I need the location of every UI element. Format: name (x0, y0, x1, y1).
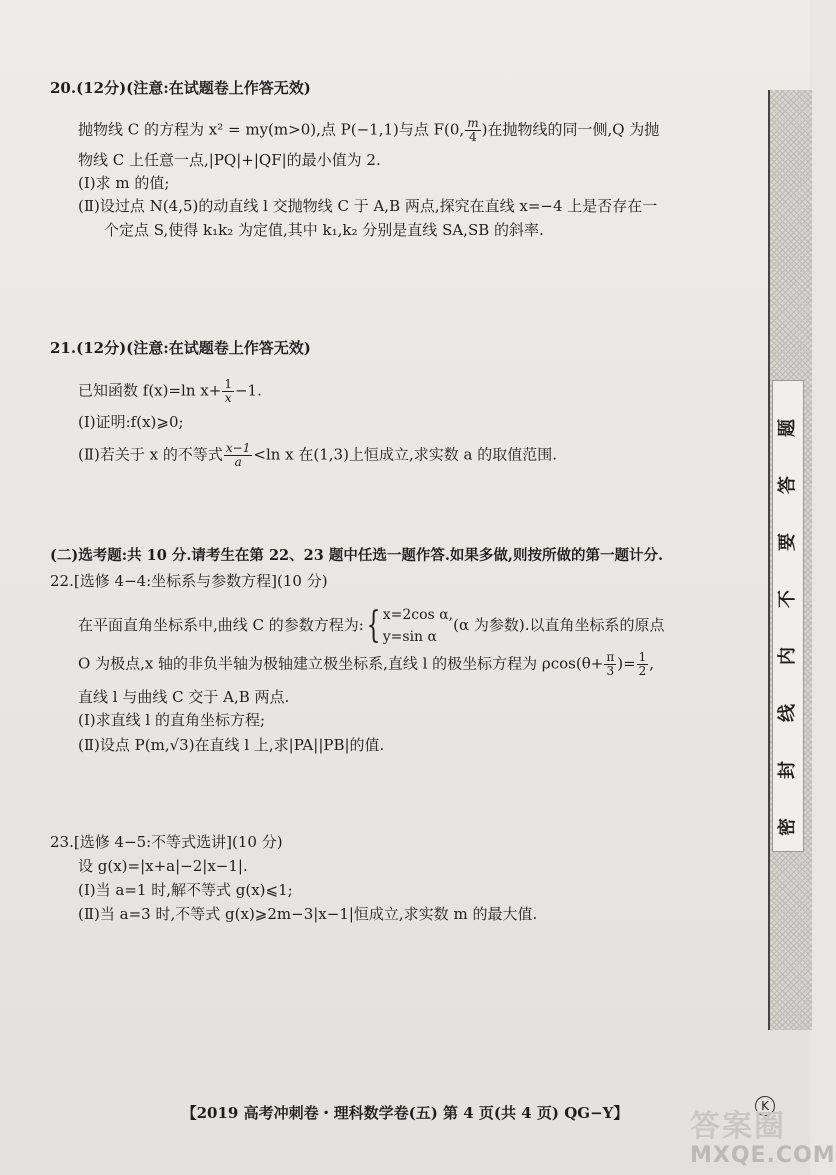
k-circle-mark: K (755, 1096, 775, 1116)
q22-fraca-num: π (606, 650, 615, 664)
q22-line-2b: )= (617, 654, 636, 673)
q21-part-2a: (Ⅱ)若关于 x 的不等式 (78, 445, 223, 464)
q22-fraction-pi3 (604, 651, 616, 678)
q22-line-2c: , (649, 654, 655, 673)
q22-fracb-den: 2 (638, 664, 647, 678)
q20-line-1 (78, 117, 659, 144)
q22-line-1a: 在平面直角坐标系中,曲线 C 的参数方程为: (78, 616, 364, 634)
q20-line-1a: 抛物线 C 的方程为 x² = my(m>0),点 P(−1,1)与点 F(0, (78, 120, 465, 139)
q22-line-1b: (α 为参数).以直角坐标系的原点 (453, 616, 665, 634)
q21-fraction-1 (222, 378, 234, 405)
seal-char-1: 密 (777, 818, 798, 836)
seal-char-8: 题 (777, 419, 798, 437)
q22-param-x: x=2cos α, (382, 607, 454, 623)
section-2-instruction: (二)选考题:共 10 分.请考生在第 22、23 题中任选一题作答.如果多做,则按所做的第一题计分. (50, 547, 663, 564)
q21-line-1 (78, 378, 262, 405)
q22-line-3: 直线 l 与曲线 C 交于 A,B 两点. (78, 688, 290, 706)
seal-char-3: 线 (777, 704, 798, 722)
q21-line-1b: −1. (234, 381, 262, 400)
q21-frac2-num: x−1 (225, 441, 251, 455)
q22-fraca-den: 3 (606, 664, 615, 678)
page-footer: 【2019 高考冲刺卷・理科数学卷(五) 第 4 页(共 4 页) QG−Y】 (181, 1104, 629, 1122)
q20-part-2: (Ⅱ)设过点 N(4,5)的动直线 l 交抛物线 C 于 A,B 两点,探究在直线 x=−4 上是否存在一 (78, 197, 658, 215)
q20-part-1: (Ⅰ)求 m 的值; (78, 174, 170, 192)
q21-frac1-den: x (224, 391, 232, 405)
q22-param-y: y=sin α (382, 629, 437, 645)
seal-char-2: 封 (777, 761, 798, 779)
q22-line-1 (78, 604, 664, 648)
q22-brace: { (366, 605, 381, 646)
q20-fraction (465, 117, 480, 144)
q22-line-2a: O 为极点,x 轴的非负半轴为极轴建立极坐标系,直线 l 的极坐标方程为 ρcos(θ+ (78, 654, 604, 673)
q22-heading: 22.[选修 4−4:坐标系与参数方程](10 分) (50, 572, 328, 590)
q22-line-2 (78, 651, 654, 678)
seal-line-box (772, 380, 804, 852)
seal-char-6: 要 (777, 533, 798, 551)
q23-line-1: 设 g(x)=|x+a|−2|x−1|. (78, 857, 248, 875)
watermark (690, 1110, 836, 1168)
q23-part-2: (Ⅱ)当 a=3 时,不等式 g(x)⩾2m−3|x−1|恒成立,求实数 m 的最大值. (78, 905, 538, 923)
q21-fraction-2 (224, 442, 252, 469)
q20-frac-den: 4 (469, 130, 477, 144)
q20-line-2: 物线 C 上任意一点,|PQ|+|QF|的最小值为 2. (78, 151, 381, 169)
q23-part-1: (Ⅰ)当 a=1 时,解不等式 g(x)⩽1; (78, 881, 293, 899)
q23-heading: 23.[选修 4−5:不等式选讲](10 分) (50, 833, 283, 851)
q20-line-1b: )在抛物线的同一侧,Q 为抛 (481, 120, 660, 139)
q21-heading: 21.(12分)(注意:在试题卷上作答无效) (50, 339, 311, 357)
q21-line-1a: 已知函数 f(x)=ln x+ (78, 381, 222, 400)
q21-part-2b: <ln x 在(1,3)上恒成立,求实数 a 的取值范围. (253, 445, 557, 464)
q20-part-2-cont: 个定点 S,使得 k₁k₂ 为定值,其中 k₁,k₂ 分别是直线 SA,SB 的斜率. (104, 221, 544, 239)
q22-param-system (383, 604, 453, 648)
q21-frac1-num: 1 (224, 377, 232, 391)
q21-frac2-den: a (234, 455, 242, 469)
q21-part-2 (78, 442, 557, 469)
q20-frac-num: m (467, 116, 479, 130)
q22-part-1: (Ⅰ)求直线 l 的直角坐标方程; (78, 711, 266, 729)
q20-heading: 20.(12分)(注意:在试题卷上作答无效) (50, 79, 311, 97)
watermark-url: MXQE.COM (690, 1143, 836, 1168)
seal-char-7: 答 (777, 476, 798, 494)
watermark-logo-text: 答案圈 (690, 1109, 786, 1144)
seal-char-5: 不 (777, 590, 798, 608)
seal-char-4: 内 (777, 647, 798, 665)
q22-part-2: (Ⅱ)设点 P(m,√3)在直线 l 上,求|PA||PB|的值. (78, 736, 385, 754)
q22-fraction-half (637, 651, 649, 678)
q21-part-1: (Ⅰ)证明:f(x)⩾0; (78, 413, 184, 431)
q22-fracb-num: 1 (638, 650, 647, 664)
